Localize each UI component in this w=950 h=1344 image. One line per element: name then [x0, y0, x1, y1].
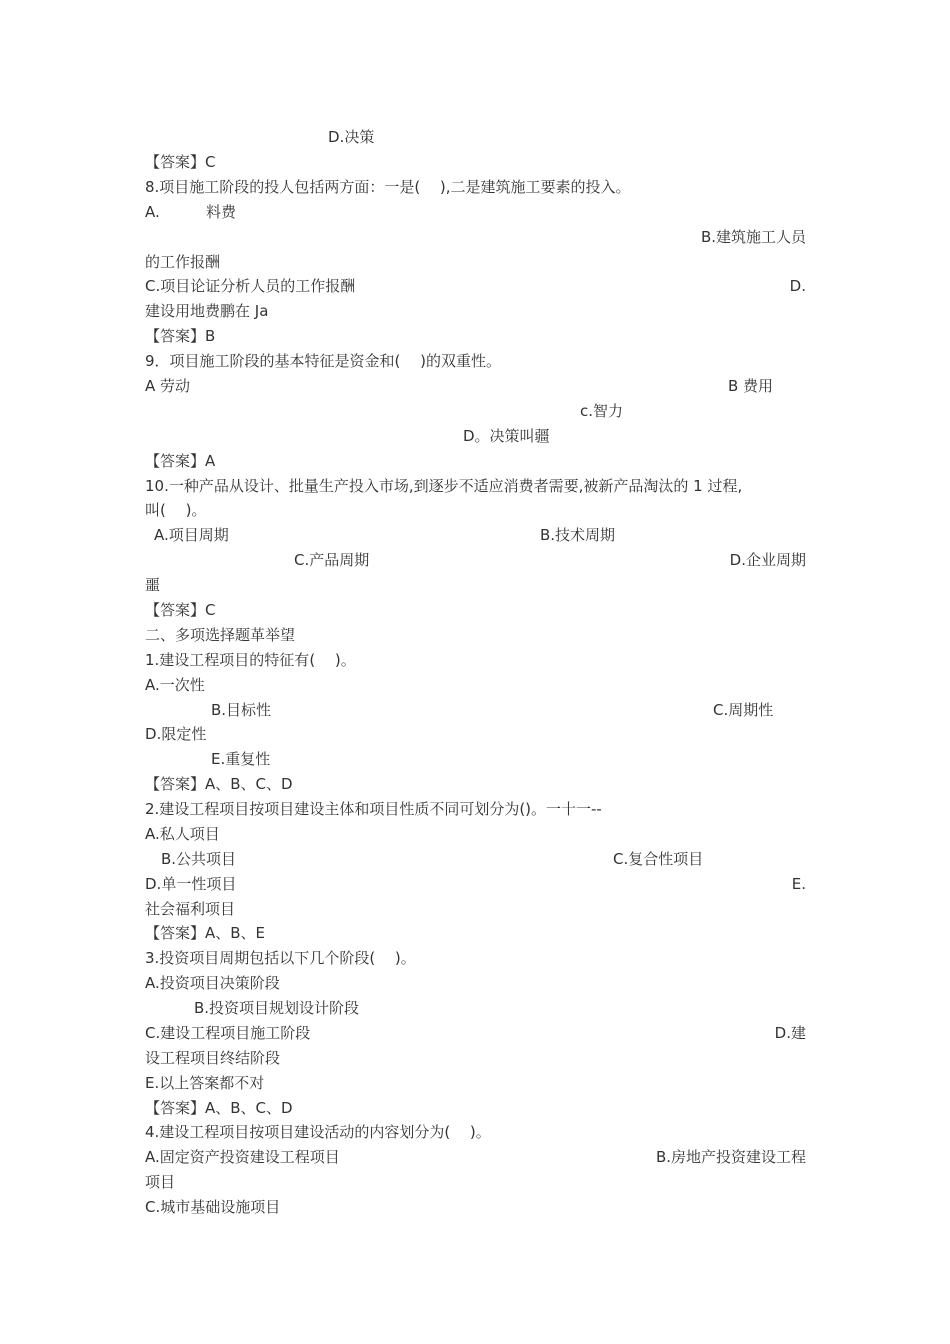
answer-line: 【答案】A、B、C、D: [145, 775, 293, 793]
question-text: 4.建设工程项目按项目建设活动的内容划分为( )。: [145, 1123, 491, 1141]
question-text: 10.一种产品从设计、批量生产投入市场,到逐步不适应消费者需要,被新产品淘汰的 1 过程,: [145, 477, 743, 495]
option-text: E.重复性: [211, 750, 271, 768]
question-text: 3.投资项目周期包括以下几个阶段( )。: [145, 949, 416, 967]
option-text: 建设用地费鹏在 Ja: [145, 302, 269, 320]
option-text: D.企业周期: [729, 551, 806, 569]
option-text: C.城市基础设施项目: [145, 1198, 281, 1216]
question-text: 2.建设工程项目按项目建设主体和项目性质不同可划分为()。一十一--: [145, 800, 602, 818]
answer-line: 【答案】C: [145, 153, 216, 171]
option-text: A 劳动: [145, 377, 191, 395]
option-text: E.以上答案都不对: [145, 1074, 265, 1092]
answer-line: 【答案】A、B、C、D: [145, 1099, 293, 1117]
option-text: D。决策叫疆: [463, 427, 550, 445]
option-text: A.固定资产投资建设工程项目: [145, 1148, 340, 1166]
option-text: C.产品周期: [294, 551, 370, 569]
option-text: B 费用: [728, 377, 774, 395]
answer-line: 【答案】A: [145, 452, 216, 470]
option-text: D.单一性项目: [145, 875, 237, 893]
option-text: A.项目周期: [154, 526, 229, 544]
option-text: 设工程项目终结阶段: [145, 1049, 281, 1067]
option-text: D.: [789, 277, 806, 295]
option-text: 社会福利项目: [145, 900, 236, 918]
option-text: D.决策: [328, 128, 375, 146]
question-text: 8.项目施工阶段的投人包括两方面：一是( ),二是建筑施工要素的投入。: [145, 178, 631, 196]
option-text: 噩: [145, 576, 161, 594]
answer-line: 【答案】C: [145, 601, 216, 619]
question-text: 1.建设工程项目的特征有( )。: [145, 651, 356, 669]
option-text: B.公共项目: [161, 850, 237, 868]
option-text: A.一次性: [145, 676, 205, 694]
option-text: B.建筑施工人员: [700, 228, 806, 246]
option-text: C.周期性: [713, 701, 774, 719]
option-text: B.目标性: [211, 701, 272, 719]
option-text: D.限定性: [145, 725, 207, 743]
option-text: A.: [145, 203, 160, 221]
answer-line: 【答案】A、B、E: [145, 924, 266, 942]
question-text: 9．项目施工阶段的基本特征是资金和( )的双重性。: [145, 352, 502, 370]
option-text: C.复合性项目: [613, 850, 704, 868]
question-text: 叫( )。: [145, 501, 207, 519]
option-text: 料费: [206, 203, 237, 221]
option-text: B.投资项目规划设计阶段: [194, 999, 360, 1017]
option-text: B.技术周期: [540, 526, 616, 544]
option-text: B.房地产投资建设工程: [655, 1148, 806, 1166]
option-text: A.私人项目: [145, 825, 220, 843]
option-text: C.项目论证分析人员的工作报酬: [145, 277, 356, 295]
option-text: 项目: [145, 1173, 176, 1191]
section-heading: 二、多项选择题革举望: [145, 626, 296, 644]
option-text: A.投资项目决策阶段: [145, 974, 280, 992]
option-text: c.智力: [580, 402, 624, 420]
option-text: D.建: [774, 1024, 806, 1042]
answer-line: 【答案】B: [145, 327, 216, 345]
option-text: E.: [791, 875, 806, 893]
option-text: C.建设工程项目施工阶段: [145, 1024, 311, 1042]
option-text: 的工作报酬: [145, 253, 221, 271]
